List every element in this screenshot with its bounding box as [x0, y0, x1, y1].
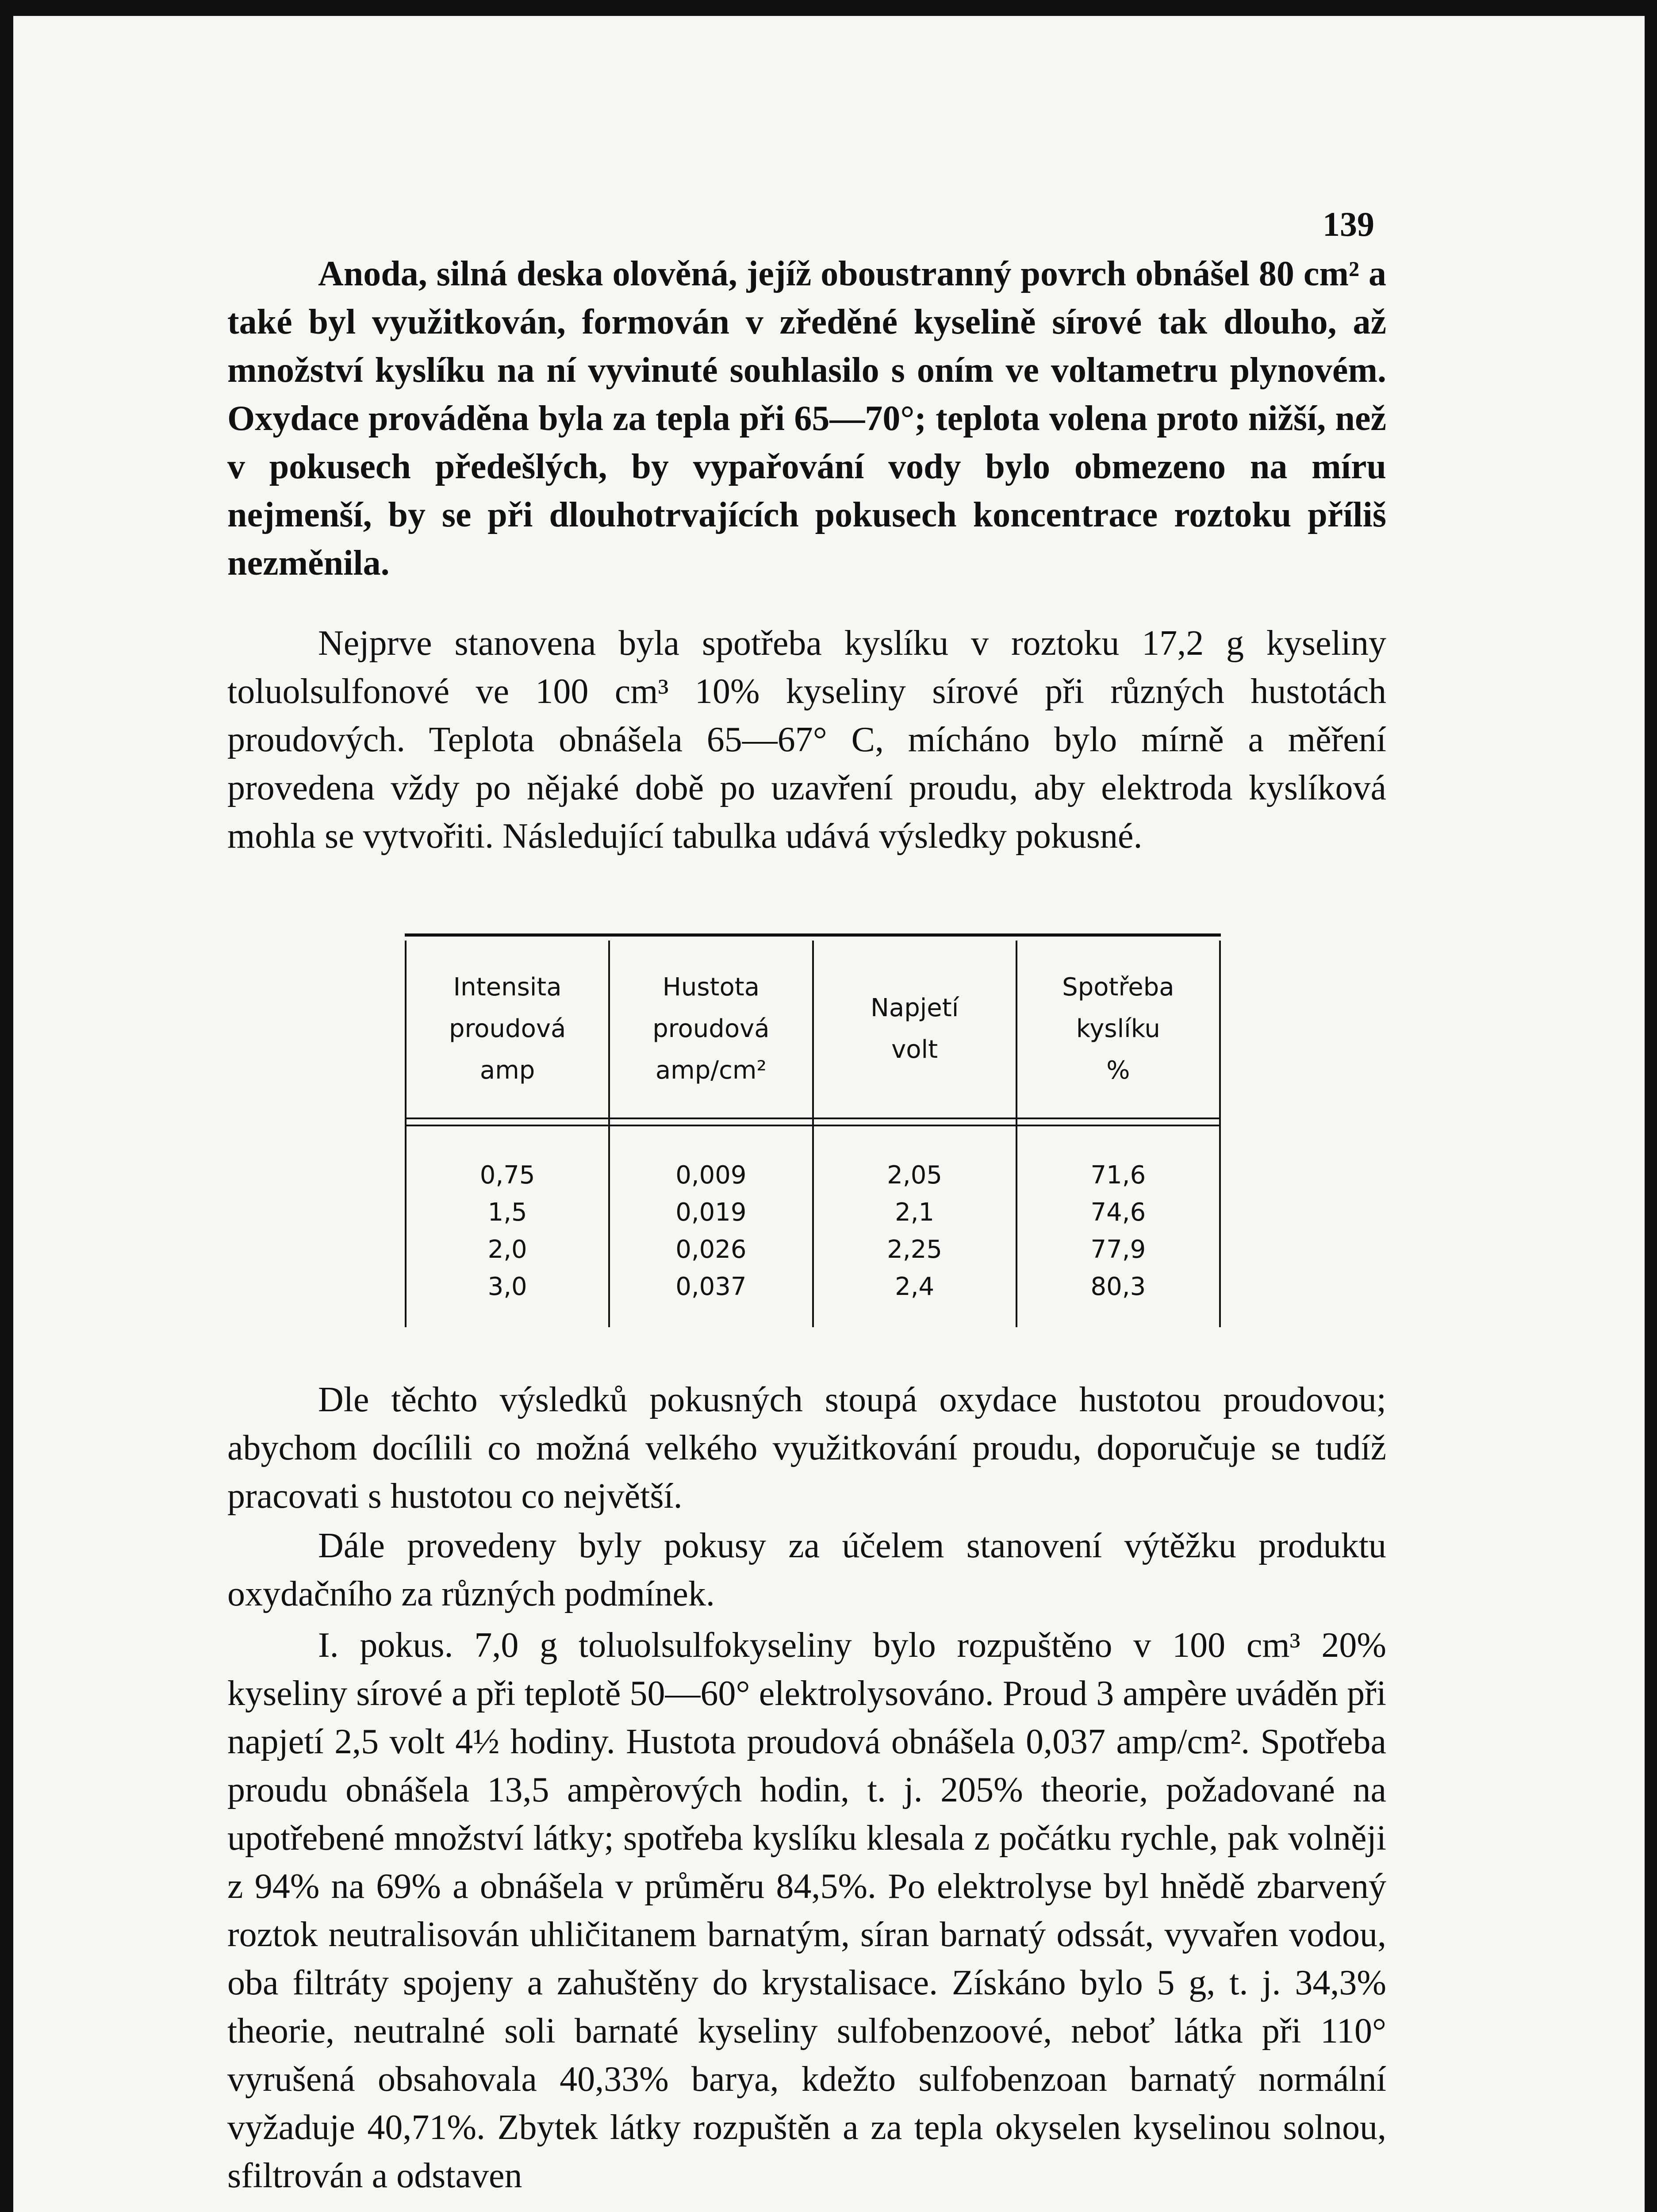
table-row: 2,0 0,026 2,25 77,9	[406, 1231, 1220, 1268]
table-row: 0,75 0,009 2,05 71,6	[406, 1125, 1220, 1194]
table-row: 1,5 0,019 2,1 74,6	[406, 1194, 1220, 1231]
paragraph-experiment-one: I. pokus. 7,0 g toluolsulfokyseliny bylo rozpuštěno v 100 cm³ 20% kyseliny sírové a při teplotě 50—60° elektrolysováno. Proud 3 ampère uváděn při napjetí 2,5 volt 4½ hodiny. Hustota proudová obnášela 0,037 amp/cm². Spotřeba proudu obnášela 13,5 ampèrových hodin, t. j. 205% theorie, požadované na upotřebené množství látky; spotřeba kyslíku klesala z počátku rychle, pak volněji z 94% na 69% a obnášela v průměru 84,5%. Po elektrolyse byl hnědě zbarvený roztok neutralisován uhličitanem barnatým, síran barnatý odssát, vyvařen vodou, oba filtráty spojeny a zahuštěny do krystalisace. Získáno bylo 5 g, t. j. 34,3% theorie, neutralné soli barnaté kyseliny sulfobenzoové, neboť látka při 110° vyrušená obsahovala 40,33% baryа, kdežto sulfobenzoan barnatý normální vyžaduje 40,71%. Zbytek látky rozpuštěn a za tepla okyselen kyselinou solnou, sfiltrován a odstaven	[227, 1626, 1386, 2195]
table-header-row	[406, 941, 1220, 1118]
table-top-rule	[405, 933, 1221, 937]
table-row: 3,0 0,037 2,4 80,3	[406, 1268, 1220, 1327]
results-table	[405, 941, 1221, 1327]
scan-border-left	[0, 0, 13, 2212]
results-table-container	[405, 933, 1221, 1327]
header-current-density: Hustota proudová amp/cm²	[609, 941, 813, 1118]
paragraph-anode: Anoda, silná deska olověná, jejíž oboustranný povrch obnášel 80 cm² a také byl využitkován, formován v zředěné kyselině sírové tak dlouho, až množství kyslíku na ní vyvinuté souhlasilo s oním ve voltametru plynovém. Oxydace prováděna byla za tepla při 65—70°; teplota volena proto nižší, než v pokusech předešlých, by vypařování vody bylo obmezeno na míru nejmenší, by se při dlouhotrvajících pokusech koncentrace roztoku příliš nezměnila.	[227, 254, 1386, 583]
header-current-intensity: Intensita proudová amp	[406, 941, 609, 1118]
scan-border-right	[1645, 0, 1657, 2212]
header-separator	[406, 1118, 1220, 1125]
header-voltage: Napjetí volt	[813, 941, 1016, 1118]
paragraph-conclusion: Dle těchto výsledků pokusných stoupá oxydace hustotou proudovou; abychom docílili co možná velkého využitkování proudu, doporučuje se tudíž pracovati s hustotou co největší.	[227, 1380, 1386, 1516]
page-number: 139	[1323, 205, 1374, 243]
paragraph-further-experiments: Dále provedeny byly pokusy za účelem stanovení výtěžku produktu oxydačního za různých podmínek.	[227, 1526, 1386, 1613]
scan-border-top	[0, 0, 1657, 16]
header-oxygen-consumption: Spotřeba kyslíku %	[1016, 941, 1220, 1118]
paragraph-oxygen-consumption: Nejprve stanovena byla spotřeba kyslíku v roztoku 17,2 g kyseliny toluolsulfonové ve 100 cm³ 10% kyseliny sírové při různých hustotách proudových. Teplota obnášela 65—67° C, mícháno bylo mírně a měření provedena vždy po nějaké době po uzavření proudu, aby elektroda kyslíková mohla se vytvořiti. Následující tabulka udává výsledky pokusné.	[227, 624, 1386, 856]
